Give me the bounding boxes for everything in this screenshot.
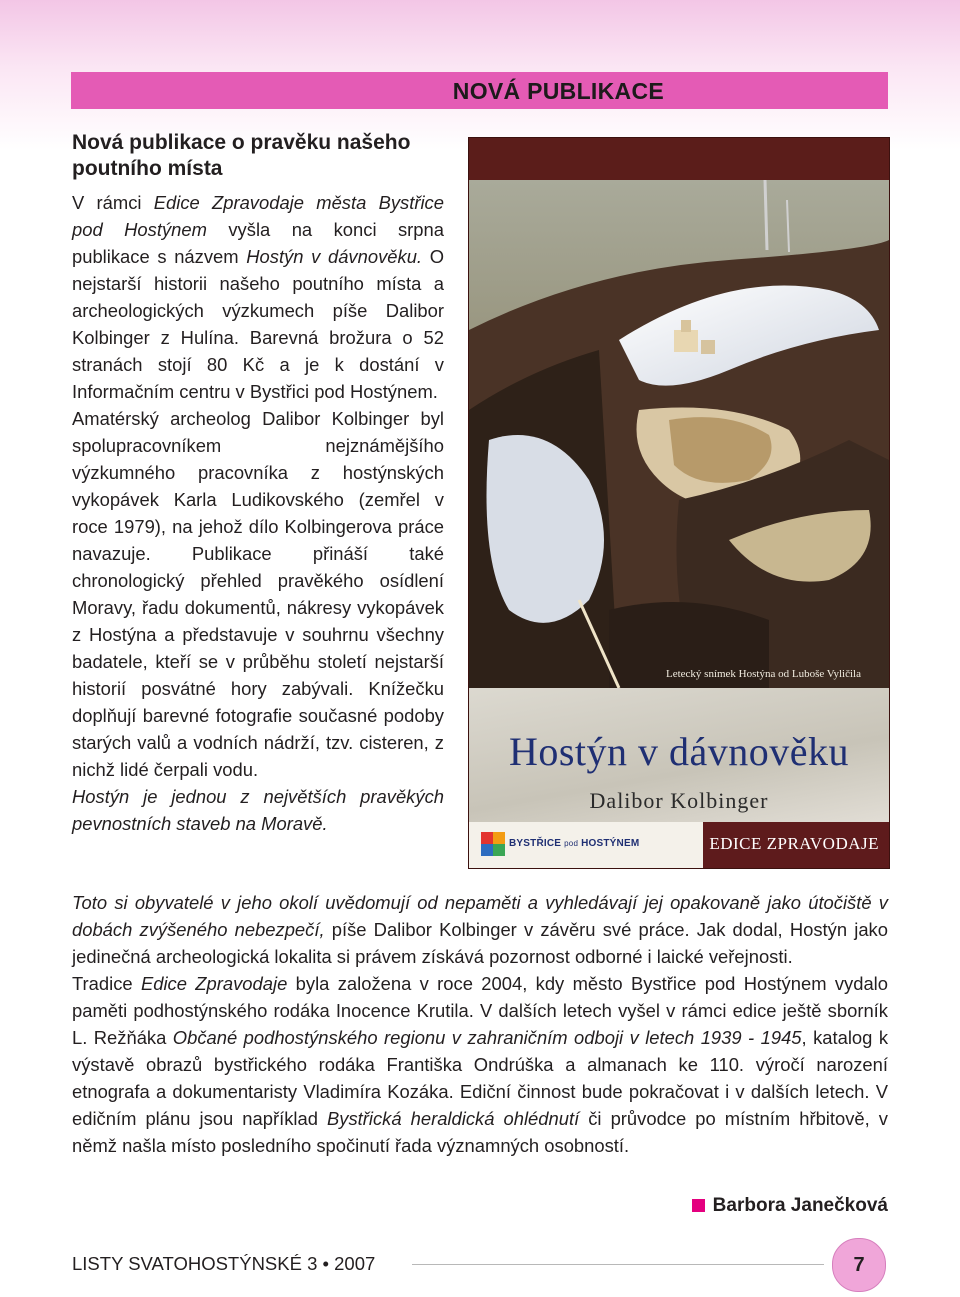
article-column-text <box>72 189 444 837</box>
book-cover-image <box>468 137 890 869</box>
cover-title: Hostýn v dávnověku <box>508 729 850 774</box>
text-run: píše Dalibor Kolbinger v závěru své práce. Jak dodal, Hostýn jako jedinečná archeologická lokalita si právem získává pozornost odborné i laické veřejnosti. <box>72 919 888 967</box>
cover-logo-box <box>469 822 703 868</box>
italic-text-run: Hostýn v dávnověku. <box>246 246 423 267</box>
logo-text-bystrice: BYSTŘICE <box>509 838 562 849</box>
italic-text-run: Občané podhostýnského regionu v zahraničním odboji v letech 1939 - 1945 <box>172 1027 802 1048</box>
article-wide-text <box>72 889 888 1159</box>
wide-paragraph <box>72 970 888 1159</box>
column-paragraph <box>72 189 444 405</box>
italic-text-run: Toto si obyvatelé v jeho okolí uvědomují od nepaměti a vyhledávají jej opakovaně jako útočiště v dobách zvýšeného nebezpečí, <box>72 892 888 940</box>
text-run: či průvodce po místním hřbitově, v němž našla místo posledního spočinutí řada významných osobností. <box>72 1108 888 1156</box>
section-title: NOVÁ PUBLIKACE <box>452 78 664 104</box>
italic-text-run: Edice Zpravodaje <box>140 973 288 994</box>
text-run: byla založena v roce 2004, kdy město Bystřice pod Hostýnem vydalo paměti podhostýnského rodáka Inocence Krutila. V dalších letech vyšel v rámci edice ještě sborník L. Režňáka <box>72 973 888 1048</box>
author-signature <box>692 1195 888 1217</box>
column-paragraph <box>72 405 444 783</box>
bystrice-logo-icon <box>481 832 505 856</box>
text-run: Amatérský archeolog Dalibor Kolbinger byl spolupracovníkem nejznámějšího výzkumného pracovníka z hostýnských vykopávek Karla Ludikovského (zemřel v roce 1979), na jehož dílo Kolbingerova práce navazuje. Publikace přináší také chronologický přehled pravěkého osídlení Moravy, řadu dokumentů, nákresy vykopávek z Hostýna a představuje v souhrnu všechny badatele, kteří se v průběhu století nejstarší historií posvátné hory zabývali. Knížečku doplňují barevné fotografie současné podoby starých valů a vodních nádrží, tzv. cisteren, z nichž lidé čerpali vodu. <box>72 408 444 780</box>
wide-paragraph <box>72 889 888 970</box>
italic-text-run: Edice Zpravodaje města Bystřice pod Hostýnem <box>72 192 444 240</box>
cover-edition-label: EDICE ZPRAVODAJE <box>709 834 879 853</box>
footer-publication: LISTY SVATOHOSTÝNSKÉ 3 • 2007 <box>72 1253 376 1274</box>
text-run: V rámci <box>72 192 154 213</box>
cover-logo-text <box>509 838 639 849</box>
author-name: Barbora Janečková <box>712 1195 888 1216</box>
logo-text-pod: pod <box>564 839 579 848</box>
italic-text-run: Bystřická heraldická ohlédnutí <box>326 1108 580 1129</box>
text-run: vyšla na konci srpna publikace s názvem <box>72 219 444 267</box>
cover-aerial-photo <box>469 180 889 688</box>
cover-bottom-band <box>469 822 889 868</box>
article-title: Nová publikace o pravěku našeho poutního místa <box>72 131 411 180</box>
page-number-badge: 7 <box>832 1238 886 1292</box>
cover-photo-caption: Letecký snímek Hostýna od Luboše Vyličila <box>665 668 861 680</box>
text-run: O nejstarší historii našeho poutního místa a archeologických výzkumech píše Dalibor Kolbinger z Hulína. Barevná brožura o 52 stranách stojí 80 Kč a je k dostání v Informačním centru v Bystřici pod Hostýnem. <box>72 246 445 402</box>
italic-text-run: Hostýn je jednou z největších pravěkých pevnostních staveb na Moravě. <box>72 786 444 834</box>
text-run: , katalog k výstavě obrazů bystřického rodáka Františka Ondrúška a almanach ke 110. výročí narození etnografa a dokumentaristy Vladimíra Kozáka. Ediční činnost bude pokračovat i v dalších letech. V edičním plánu jsou například <box>72 1027 889 1129</box>
logo-text-hostynem: HOSTÝNEM <box>581 838 640 849</box>
column-paragraph <box>72 783 444 837</box>
footer-divider <box>412 1264 824 1265</box>
signature-square-icon <box>692 1199 705 1212</box>
text-run: Tradice <box>72 973 141 994</box>
cover-author: Dalibor Kolbinger <box>589 788 769 813</box>
